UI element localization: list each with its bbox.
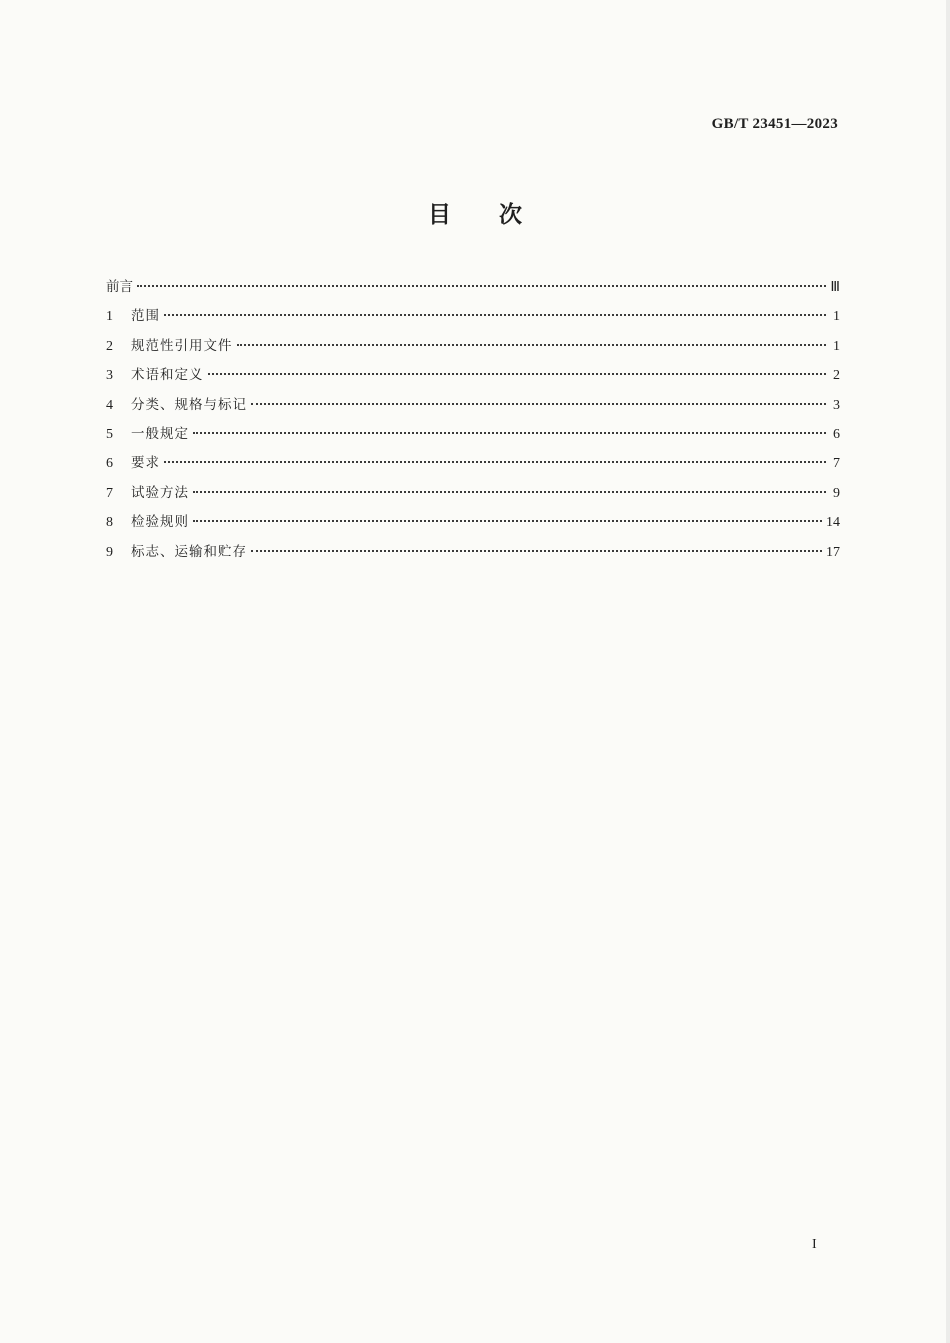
- toc-entry-number: 4: [106, 397, 113, 413]
- toc-leader-dots: [208, 373, 827, 375]
- toc-entry-9[interactable]: [106, 540, 840, 569]
- toc-entry-label: 试验方法: [131, 484, 189, 501]
- toc-entry-label: 前言: [106, 279, 133, 295]
- toc-entry-page: 6: [833, 426, 840, 442]
- toc-entry-page: 9: [833, 485, 840, 501]
- toc-entry-number: 1: [106, 309, 113, 325]
- toc-leader-dots: [251, 550, 822, 552]
- toc-entry-label: 范围: [131, 308, 160, 325]
- toc-entry-label: 标志、运输和贮存: [131, 543, 247, 560]
- toc-entry-number: 3: [106, 368, 113, 384]
- toc-entry-page: Ⅲ: [830, 280, 840, 295]
- toc-entry-page: 17: [826, 544, 840, 560]
- toc-list: [106, 275, 840, 569]
- toc-leader-dots: [193, 491, 826, 493]
- toc-entry-label: 一般规定: [131, 425, 189, 442]
- toc-entry-page: 2: [833, 368, 840, 384]
- toc-entry-6[interactable]: [106, 451, 840, 480]
- toc-entry-3[interactable]: [106, 363, 840, 392]
- toc-entry-page: 14: [826, 515, 840, 531]
- toc-entry-label: 检验规则: [131, 514, 189, 531]
- toc-leader-dots: [137, 285, 826, 287]
- toc-leader-dots: [251, 403, 826, 405]
- toc-entry-2[interactable]: [106, 334, 840, 363]
- toc-title-char-2: 次: [499, 202, 522, 228]
- toc-entry-label: 要求: [131, 455, 160, 472]
- toc-entry-page: 1: [833, 309, 840, 325]
- toc-entry-page: 3: [833, 397, 840, 413]
- toc-title: [0, 196, 950, 229]
- toc-entry-number: 5: [106, 426, 113, 442]
- toc-entry-page: 7: [833, 456, 840, 472]
- toc-entry-7[interactable]: [106, 481, 840, 510]
- toc-entry-label: 规范性引用文件: [131, 337, 233, 354]
- toc-entry-8[interactable]: [106, 510, 840, 539]
- toc-entry-page: 1: [833, 338, 840, 354]
- standard-number: GB/T 23451—2023: [711, 116, 838, 132]
- toc-leader-dots: [193, 432, 826, 434]
- toc-entry-label: 分类、规格与标记: [131, 396, 247, 413]
- toc-entry-4[interactable]: [106, 393, 840, 422]
- toc-leader-dots: [164, 314, 826, 316]
- toc-entry-foreword[interactable]: [106, 275, 840, 304]
- toc-leader-dots: [164, 461, 826, 463]
- toc-entry-number: 8: [106, 515, 113, 531]
- toc-entry-label: 术语和定义: [131, 367, 204, 384]
- toc-entry-number: 9: [106, 544, 113, 560]
- toc-leader-dots: [193, 520, 822, 522]
- toc-leader-dots: [237, 344, 827, 346]
- toc-entry-number: 7: [106, 485, 113, 501]
- toc-entry-number: 2: [106, 338, 113, 354]
- page-folio: I: [812, 1237, 817, 1252]
- toc-entry-number: 6: [106, 456, 113, 472]
- toc-entry-1[interactable]: [106, 304, 840, 333]
- toc-title-char-1: 目: [428, 202, 451, 228]
- toc-entry-5[interactable]: [106, 422, 840, 451]
